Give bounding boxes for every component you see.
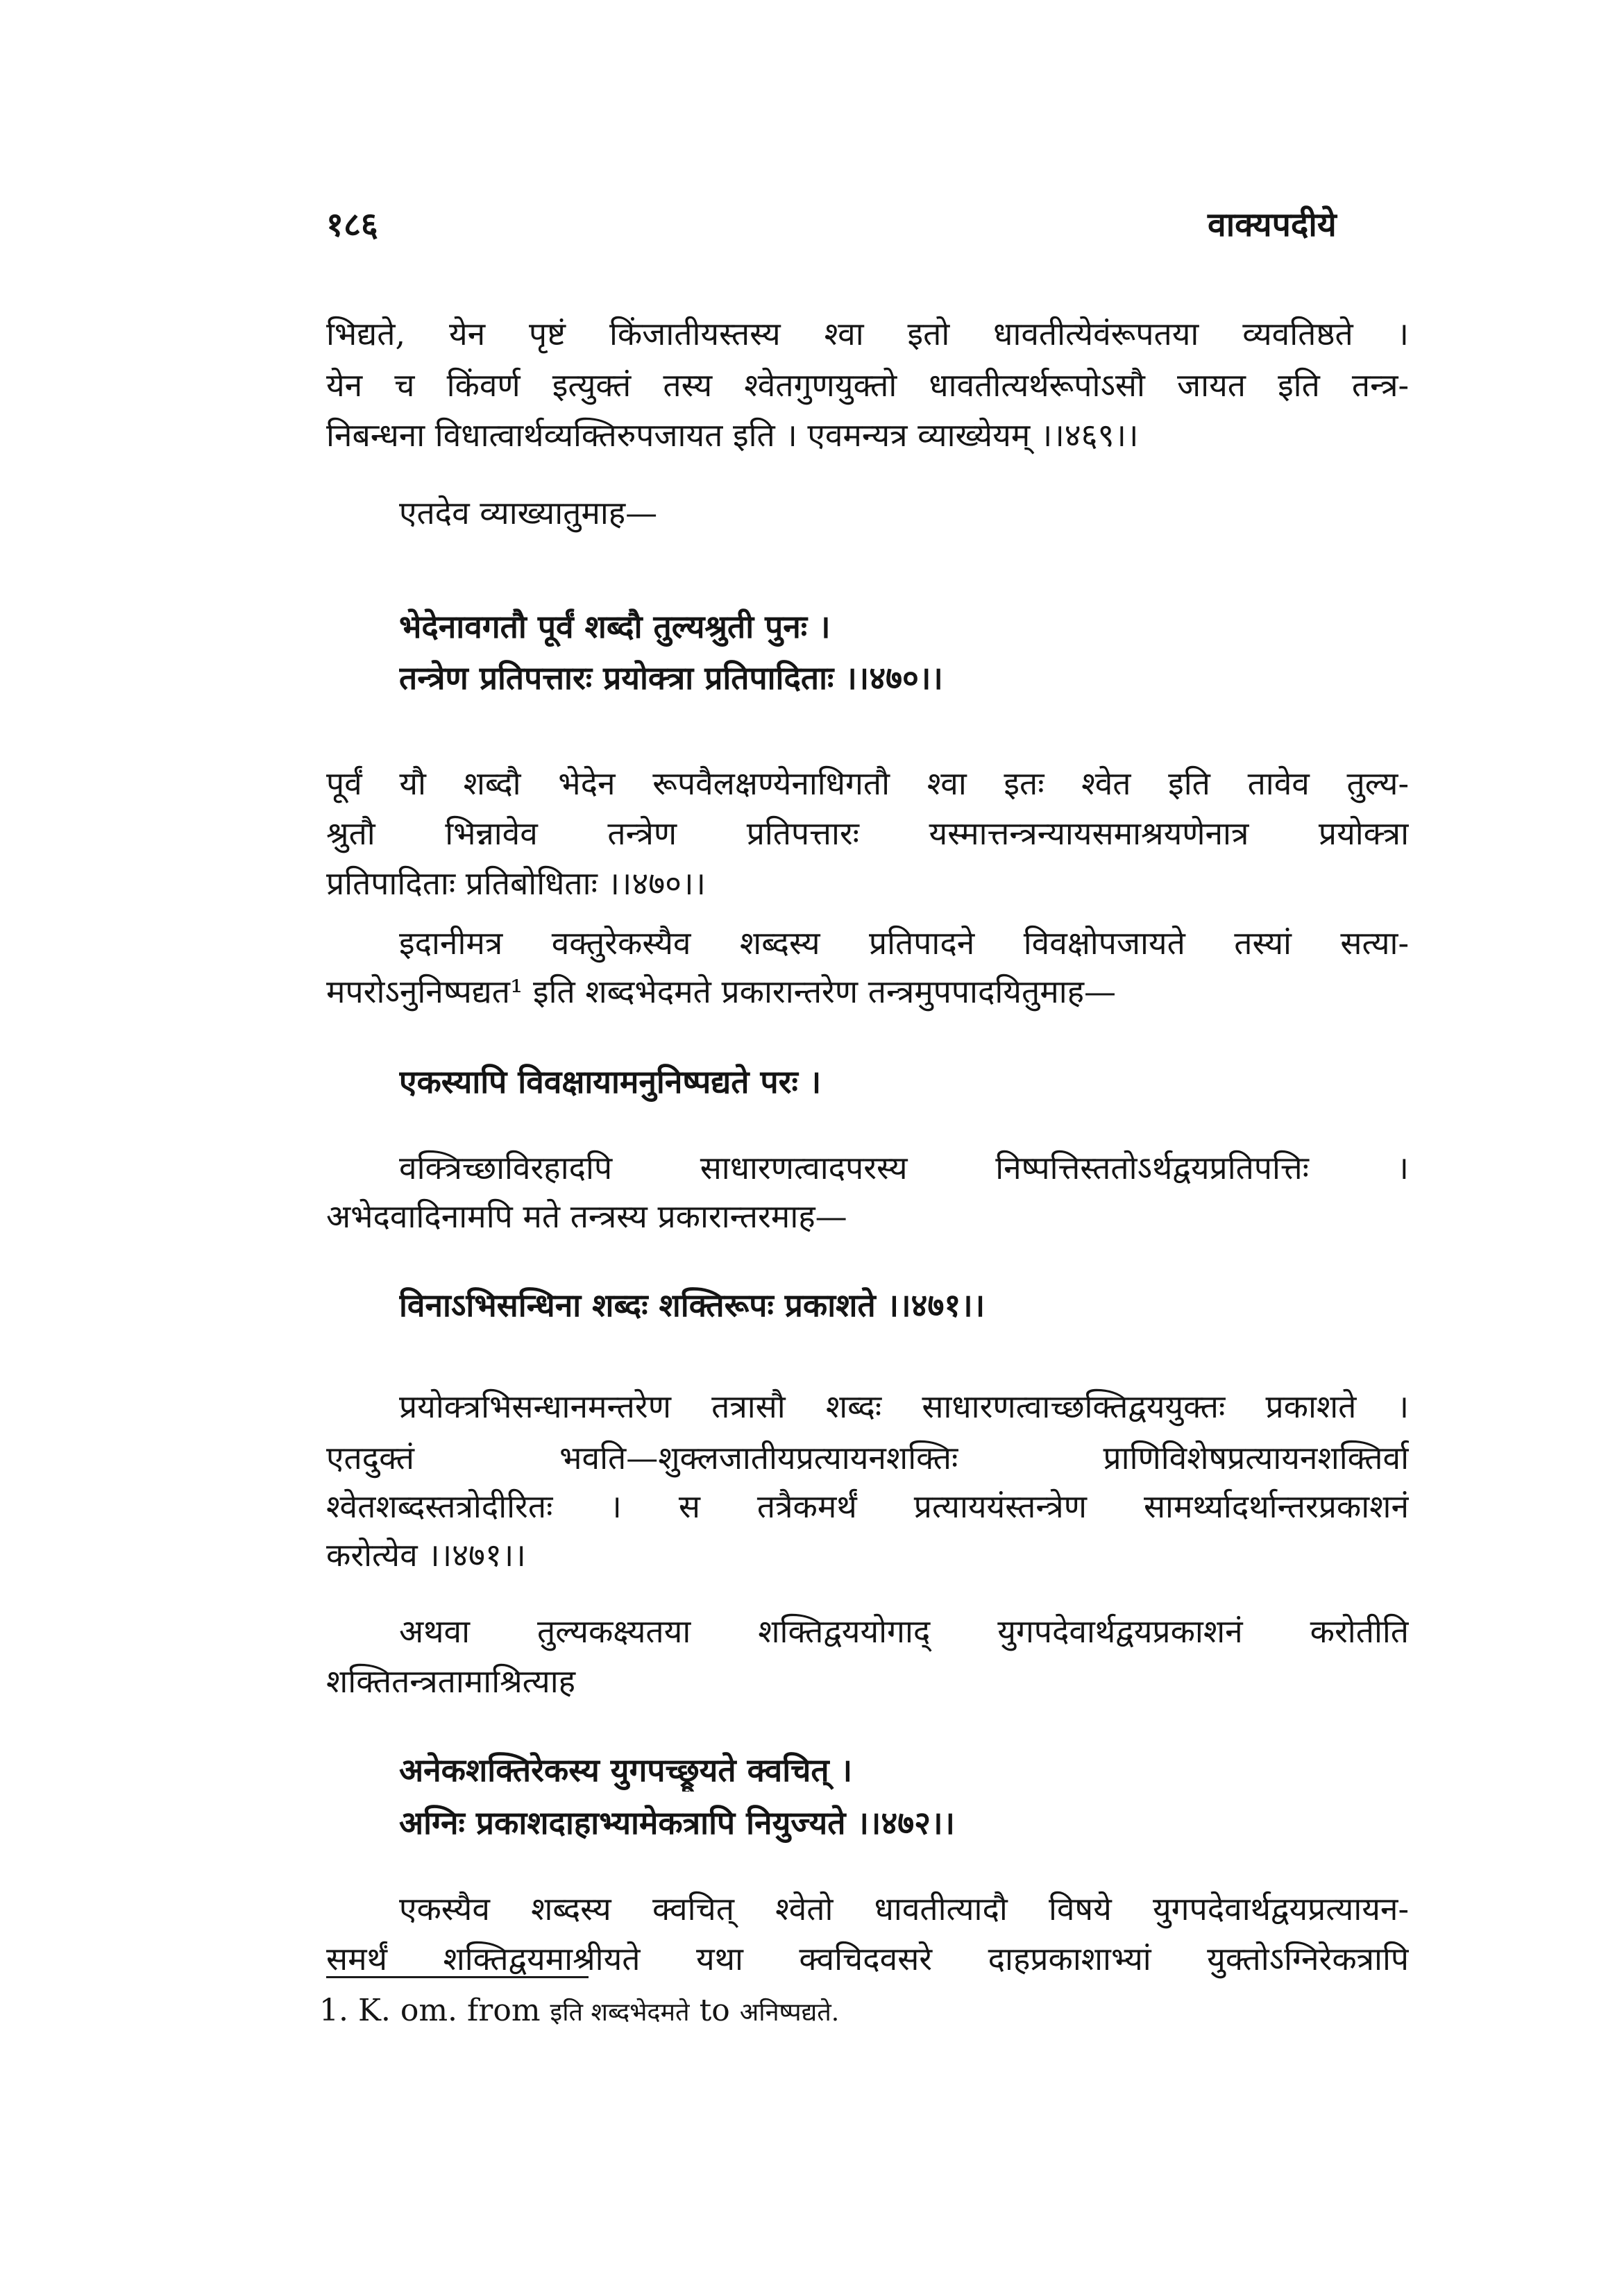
commentary-line: शक्तितन्त्रतामाश्रित्याह — [326, 1663, 576, 1700]
commentary-line: श्रुतौ भिन्नावेव तन्त्रेण प्रतिपत्तारः यस्मात्तन्त्रन्यायसमाश्रयणेनात्र प्रयोक्त्रा — [326, 815, 1409, 852]
commentary-line: एकस्यैव शब्दस्य क्वचित् श्वेतो धावतीत्यादौ विषये युगपदेवार्थद्वयप्रत्यायन- — [399, 1890, 1409, 1928]
commentary-line: पूर्वं यौ शब्दौ भेदेन रूपवैलक्षण्येनाधिगतौ श्वा इतः श्वेत इति तावेव तुल्य- — [326, 765, 1409, 802]
footnote-text: to — [699, 1993, 730, 2028]
commentary-line: समर्थं शक्तिद्वयमाश्रीयते यथा क्वचिदवसरे दाहप्रकाशाभ्यां युक्तोऽग्निरेकत्रापि — [326, 1940, 1409, 1978]
commentary-line: अथवा तुल्यकक्ष्यतया शक्तिद्वययोगाद् युगपदेवार्थद्वयप्रकाशनं करोतीति — [399, 1613, 1409, 1650]
commentary-line: प्रतिपादिताः प्रतिबोधिताः ।।४७०।। — [326, 865, 706, 902]
verse-line: भेदेनावगतौ पूर्वं शब्दौ तुल्यश्रुती पुनः । — [399, 608, 831, 645]
verse-line: अनेकशक्तिरेकस्य युगपच्छ्रूयते क्वचित् । — [399, 1751, 853, 1789]
footnote-devanagari: इति शब्दभेदमते — [550, 1998, 690, 2027]
commentary-line: करोत्येव ।।४७१।। — [326, 1536, 526, 1574]
text-line: येन च किंवर्ण इत्युक्तं तस्य श्वेतगुणयुक्तो धावतीत्यर्थरूपोऽसौ जायत इति तन्त्र- — [326, 366, 1409, 404]
verse-line: विनाऽभिसन्धिना शब्दः शक्तिरूपः प्रकाशते ।।४७१।। — [399, 1286, 986, 1324]
commentary-line: इदानीमत्र वक्तुरेकस्यैव शब्दस्य प्रतिपादने विवक्षोपजायते तस्यां सत्या- — [399, 924, 1409, 962]
commentary-line: प्रयोक्त्रभिसन्धानमन्तरेण तत्रासौ शब्दः साधारणत्वाच्छक्तिद्वययुक्तः प्रकाशते । — [399, 1388, 1409, 1425]
footnote-devanagari: अनिष्पद्यते. — [739, 1998, 840, 2027]
commentary-line: वक्त्रिच्छाविरहादपि साधारणत्वादपरस्य निष्पत्तिस्ततोऽर्थद्वयप्रतिपत्तिः । — [399, 1149, 1409, 1187]
verse-line: तन्त्रेण प्रतिपत्तारः प्रयोक्त्रा प्रतिपादिताः ।।४७०।। — [399, 659, 943, 697]
footnote-divider — [326, 1976, 589, 1978]
commentary-line: मपरोऽनुनिष्पद्यत¹ इति शब्दभेदमते प्रकारान्तरेण तन्त्रमुपपादयितुमाह— — [326, 973, 1117, 1010]
verse-line: एकस्यापि विवक्षायामनुनिष्पद्यते परः । — [399, 1063, 822, 1100]
commentary-line: एतदुक्तं भवति—शुक्लजातीयप्रत्यायनशक्तिः प्राणिविशेषप्रत्यायनशक्तिर्वा — [326, 1439, 1409, 1477]
verse-line: अग्निः प्रकाशदाहाभ्यामेकत्रापि नियुज्यते ।।४७२।। — [399, 1804, 955, 1842]
page-number: १८६ — [326, 205, 378, 244]
running-title: वाक्यपदीये — [1208, 205, 1337, 244]
footnote-number: 1. — [319, 1993, 348, 2028]
commentary-line: अभेदवादिनामपि मते तन्त्रस्य प्रकारान्तरमाह— — [326, 1198, 847, 1235]
footnote — [319, 1990, 839, 2034]
commentary-line: श्वेतशब्दस्तत्रोदीरितः । स तत्रैकमर्थं प्रत्याययंस्तन्त्रेण सामर्थ्यादर्थान्तरप्रकाशनं — [326, 1488, 1409, 1525]
text-line: भिद्यते, येन पृष्टं किंजातीयस्तस्य श्वा इतो धावतीत्येवंरूपतया व्यवतिष्ठते । — [326, 315, 1409, 352]
intro-line: एतदेव व्याख्यातुमाह— — [399, 494, 658, 532]
footnote-text: K. om. from — [357, 1993, 541, 2028]
text-line: निबन्धना विधात्वार्थव्यक्तिरुपजायत इति । एवमन्यत्र व्याख्येयम् ।।४६९।। — [326, 416, 1139, 454]
